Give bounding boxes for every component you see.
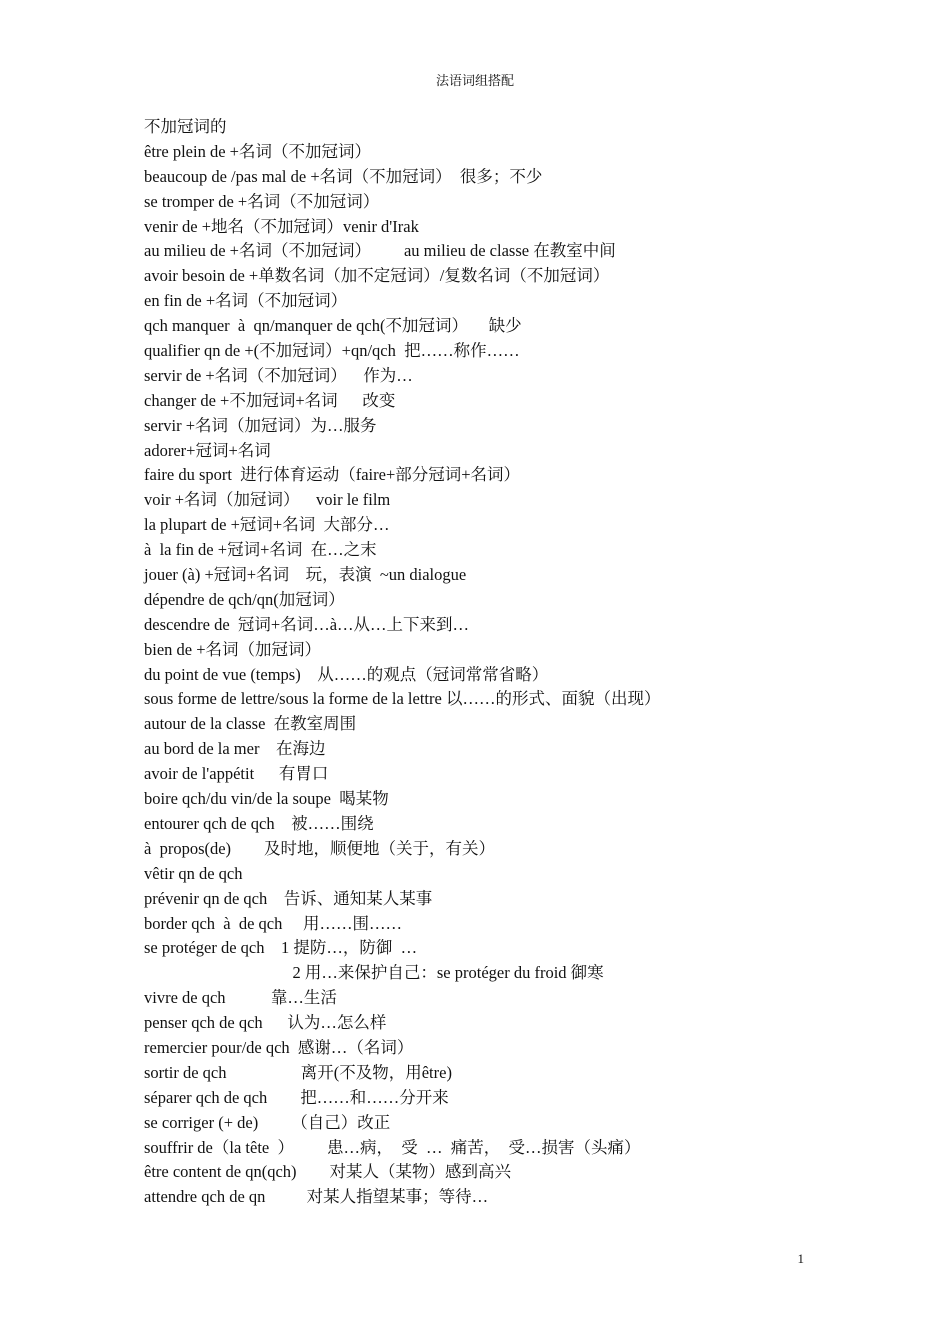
text-line: changer de +不加冠词+名词 改变 (144, 390, 396, 410)
text-line: au milieu de +名词（不加冠词） au milieu de classe 在教室中间 (144, 241, 616, 261)
text-line: qch manquer à qn/manquer de qch(不加冠词） 缺少 (144, 316, 522, 336)
text-line: à propos(de) 及时地，顺便地（关于，有关） (144, 838, 496, 858)
text-line: entourer qch de qch 被……围绕 (144, 813, 374, 833)
text-line: jouer (à) +冠词+名词 玩，表演 ~un dialogue (144, 565, 467, 585)
text-line: 不加冠词的 (144, 117, 227, 136)
text-line: servir +名词（加冠词）为…服务 (144, 415, 377, 435)
text-line: bien de +名词（加冠词） (144, 639, 322, 659)
text-line: penser qch de qch 认为…怎么样 (144, 1013, 387, 1033)
text-line: venir de +地名（不加冠词）venir d'Irak (144, 216, 419, 236)
text-line: être plein de +名词（不加冠词） (144, 141, 371, 161)
page-header: 法语词组搭配 (435, 73, 514, 88)
text-line: voir +名词（加冠词） voir le film (144, 490, 391, 510)
text-line: sortir de qch 离开(不及物，用être) (144, 1062, 452, 1082)
text-line: se tromper de +名词（不加冠词） (144, 191, 380, 211)
text-line: avoir besoin de +单数名词（加不定冠词）/复数名词（不加冠词） (144, 266, 610, 286)
text-line: en fin de +名词（不加冠词） (144, 291, 348, 311)
text-line: faire du sport 进行体育运动（faire+部分冠词+名词） (144, 465, 521, 485)
text-line: prévenir qn de qch 告诉、通知某人某事 (144, 888, 433, 908)
text-line: qualifier qn de +(不加冠词）+qn/qch 把……称作…… (144, 341, 520, 361)
text-line: boire qch/du vin/de la soupe 喝某物 (144, 789, 389, 809)
text-line: avoir de l'appétit 有胃口 (144, 764, 329, 784)
text-line: vêtir qn de qch (144, 863, 243, 883)
text-line: autour de la classe 在教室周围 (144, 714, 357, 734)
text-line: sous forme de lettre/sous la forme de la lettre 以……的形式、面貌（出现） (144, 689, 661, 709)
text-line: à la fin de +冠词+名词 在…之末 (144, 540, 377, 560)
text-line: adorer+冠词+名词 (144, 440, 271, 460)
text-line: beaucoup de /pas mal de +名词（不加冠词） 很多；不少 (144, 166, 543, 186)
text-line: descendre de 冠词+名词…à…从…上下来到… (144, 614, 470, 634)
text-line: 2 用…来保护自己：se protéger du froid 御寒 (144, 963, 604, 983)
text-line: servir de +名词（不加冠词） 作为… (144, 365, 413, 385)
text-line: être content de qn(qch) 对某人（某物）感到高兴 (144, 1162, 512, 1182)
text-line: remercier pour/de qch 感谢…（名词） (144, 1037, 414, 1057)
text-line: vivre de qch 靠…生活 (144, 988, 337, 1008)
page-number: 1 (797, 1251, 804, 1266)
text-line: séparer qch de qch 把……和……分开来 (144, 1087, 449, 1107)
text-line: au bord de la mer 在海边 (144, 739, 326, 759)
text-line: attendre qch de qn 对某人指望某事；等待… (144, 1187, 489, 1207)
text-line: souffrir de（la tête ） 患…病， 受 … 痛苦， 受…损害（头痛） (144, 1137, 641, 1157)
text-line: se protéger de qch 1 提防…，防御 … (144, 938, 418, 958)
text-line: du point de vue (temps) 从……的观点（冠词常常省略） (144, 664, 549, 684)
text-line: border qch à de qch 用……围…… (144, 913, 402, 933)
document-body (144, 115, 904, 1210)
text-line: la plupart de +冠词+名词 大部分… (144, 515, 390, 535)
text-line: dépendre de qch/qn(加冠词） (144, 589, 345, 609)
text-line: se corriger (+ de) （自己）改正 (144, 1112, 391, 1132)
